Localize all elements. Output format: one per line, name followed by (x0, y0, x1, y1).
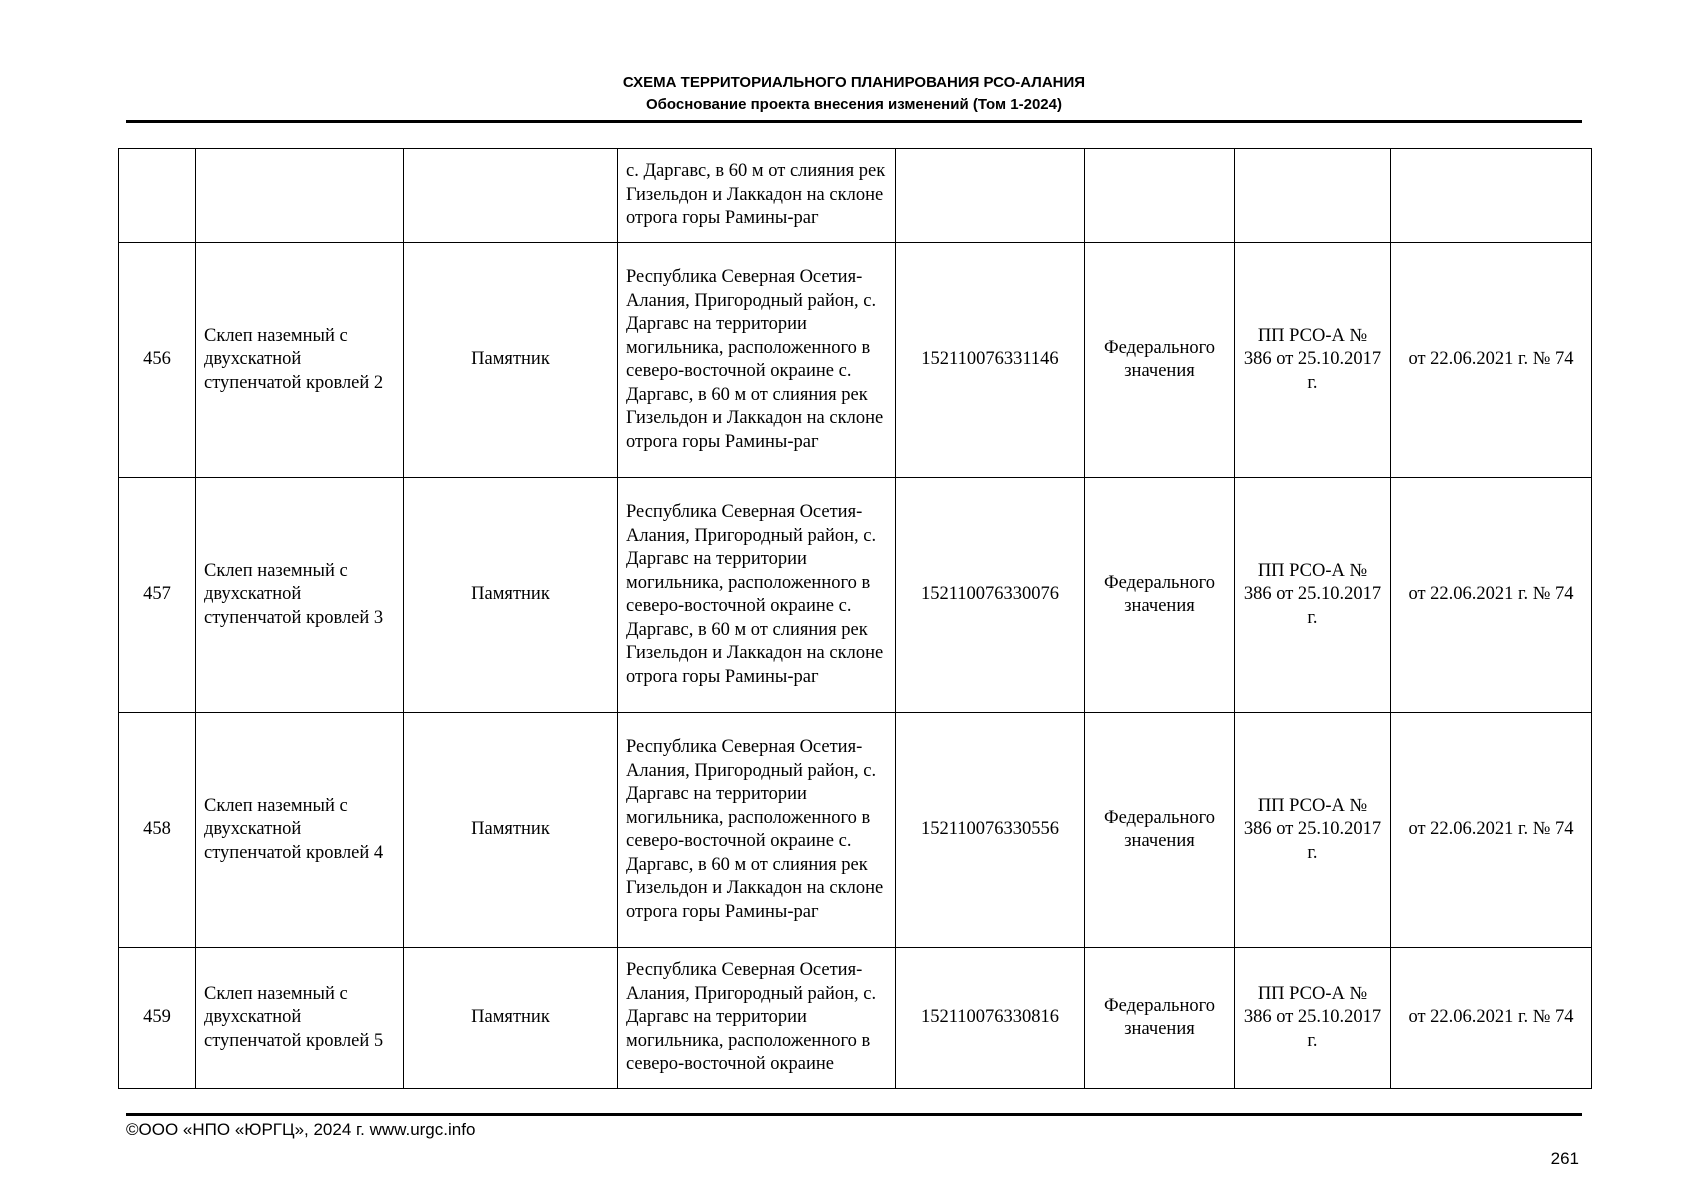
address-cell: Республика Северная Осетия-Алания, Пригородный район, с. Даргавс на территории могильника, расположенного в северо-восточной окраине (618, 948, 896, 1089)
registry-number: 152110076331146 (896, 243, 1085, 478)
row-number: 457 (119, 478, 196, 713)
row-number: 459 (119, 948, 196, 1089)
table-row (119, 243, 1592, 478)
significance-cell: Федерального значения (1085, 478, 1235, 713)
footer-copyright: ©ООО «НПО «ЮРГЦ», 2024 г. www.urgc.info (126, 1120, 476, 1139)
document-cell: ПП РСО-А № 386 от 25.10.2017 г. (1235, 478, 1391, 713)
address-cell: с. Даргавс, в 60 м от слияния рек Гизельдон и Лаккадон на склоне отрога горы Рамины-раг (618, 149, 896, 243)
object-name: Склеп наземный с двухскатной ступенчатой кровлей 3 (196, 478, 404, 713)
document-cell: ПП РСО-А № 386 от 25.10.2017 г. (1235, 713, 1391, 948)
registry-number: 152110076330816 (896, 948, 1085, 1089)
table-row (119, 948, 1592, 1089)
order-cell: от 22.06.2021 г. № 74 (1391, 948, 1592, 1089)
footer-rule (126, 1113, 1582, 1116)
document-cell: ПП РСО-А № 386 от 25.10.2017 г. (1235, 948, 1391, 1089)
row-number: 456 (119, 243, 196, 478)
page-number: 261 (1550, 1149, 1579, 1168)
object-category: Памятник (404, 243, 618, 478)
document-cell: ПП РСО-А № 386 от 25.10.2017 г. (1235, 243, 1391, 478)
table-row-continuation (119, 149, 1592, 243)
significance-cell: Федерального значения (1085, 948, 1235, 1089)
row-number: 458 (119, 713, 196, 948)
table-row (119, 713, 1592, 948)
address-cell: Республика Северная Осетия-Алания, Пригородный район, с. Даргавс на территории могильника, расположенного в северо-восточной окраине с. Даргавс, в 60 м от слияния рек Гизельдон и Лаккадон на склоне отрога горы Рамины-раг (618, 713, 896, 948)
significance-cell: Федерального значения (1085, 243, 1235, 478)
registry-number: 152110076330556 (896, 713, 1085, 948)
object-category: Памятник (404, 713, 618, 948)
object-name: Склеп наземный с двухскатной ступенчатой кровлей 4 (196, 713, 404, 948)
address-cell: Республика Северная Осетия-Алания, Пригородный район, с. Даргавс на территории могильника, расположенного в северо-восточной окраине с. Даргавс, в 60 м от слияния рек Гизельдон и Лаккадон на склоне отрога горы Рамины-раг (618, 478, 896, 713)
header-subtitle: Обоснование проекта внесения изменений (Том 1-2024) (646, 96, 1062, 113)
header-rule (126, 120, 1582, 123)
heritage-registry-table (118, 148, 1592, 1089)
object-name: Склеп наземный с двухскатной ступенчатой кровлей 2 (196, 243, 404, 478)
object-name: Склеп наземный с двухскатной ступенчатой кровлей 5 (196, 948, 404, 1089)
table-row (119, 478, 1592, 713)
document-header (126, 72, 1582, 116)
order-cell: от 22.06.2021 г. № 74 (1391, 243, 1592, 478)
registry-number: 152110076330076 (896, 478, 1085, 713)
order-cell: от 22.06.2021 г. № 74 (1391, 478, 1592, 713)
significance-cell: Федерального значения (1085, 713, 1235, 948)
object-category: Памятник (404, 948, 618, 1089)
object-category: Памятник (404, 478, 618, 713)
order-cell: от 22.06.2021 г. № 74 (1391, 713, 1592, 948)
address-cell: Республика Северная Осетия-Алания, Пригородный район, с. Даргавс на территории могильника, расположенного в северо-восточной окраине с. Даргавс, в 60 м от слияния рек Гизельдон и Лаккадон на склоне отрога горы Рамины-раг (618, 243, 896, 478)
header-title: СХЕМА ТЕРРИТОРИАЛЬНОГО ПЛАНИРОВАНИЯ РСО-АЛАНИЯ (622, 74, 1086, 91)
